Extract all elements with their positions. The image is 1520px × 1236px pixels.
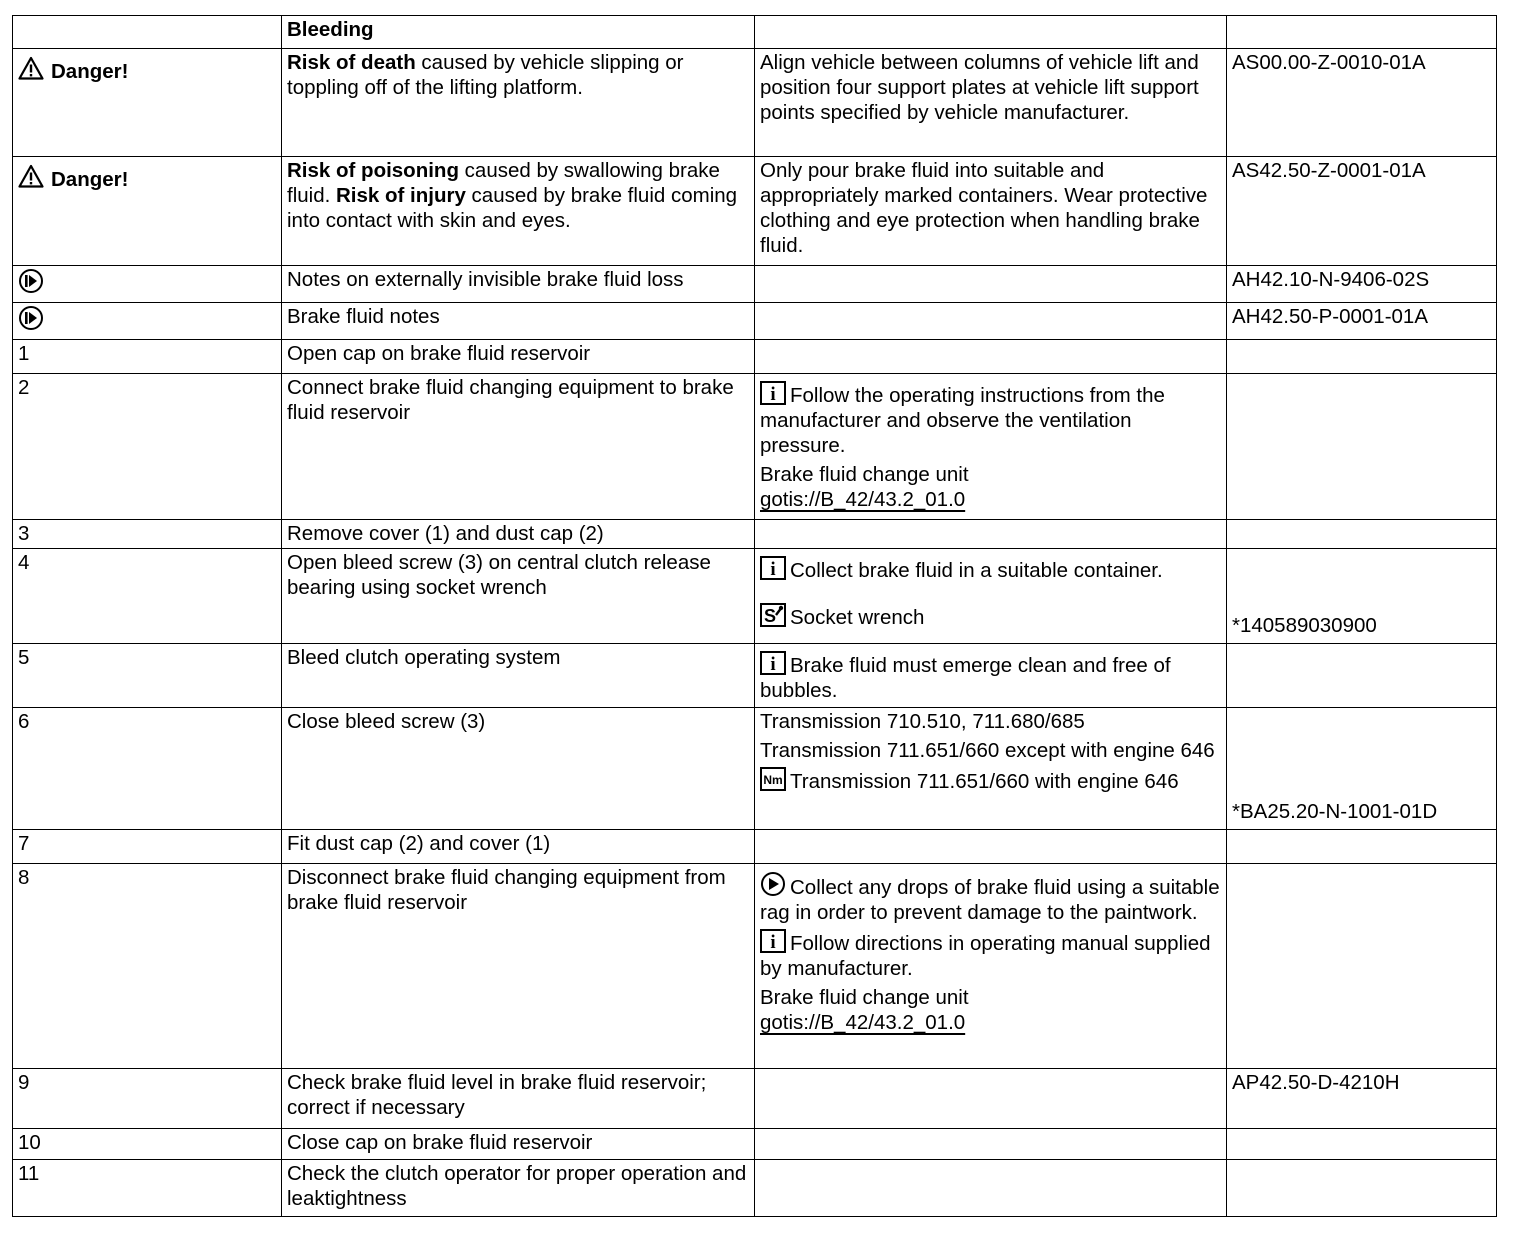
step-notes: Only pour brake fluid into suitable and appropriately marked containers. Wear protective clothing and eye protection when handling brake fluid. xyxy=(755,157,1227,266)
step-description: Check brake fluid level in brake fluid reservoir; correct if necessary xyxy=(282,1069,755,1129)
step-notes: i Collect brake fluid in a suitable container. S Socket wrench xyxy=(755,549,1227,644)
reference-cell: AS42.50-Z-0001-01A xyxy=(1227,157,1497,266)
note-arrow-icon xyxy=(18,267,44,300)
step-notes: i Brake fluid must emerge clean and free of bubbles. xyxy=(755,644,1227,708)
table-row xyxy=(13,49,1497,157)
danger-label: Danger! xyxy=(18,158,128,194)
table-row xyxy=(13,157,1497,266)
step-notes: Collect any drops of brake fluid using a suitable rag in order to prevent damage to the paintwork. i Follow directions in operating manual supplied by manufacturer. Brake fluid change unit gotis://B_42/43.2_01.0 xyxy=(755,864,1227,1069)
info-icon xyxy=(760,381,786,405)
step-number: 9 xyxy=(13,1069,282,1129)
table-title: Bleeding xyxy=(282,16,755,49)
header-row xyxy=(13,16,1497,49)
step-description: Open cap on brake fluid reservoir xyxy=(282,340,755,374)
step-description: Brake fluid notes xyxy=(282,303,755,340)
step-number: 3 xyxy=(13,520,282,549)
note-arrow-icon xyxy=(18,304,44,337)
table-row xyxy=(13,520,1497,549)
step-description: Remove cover (1) and dust cap (2) xyxy=(282,520,755,549)
risk-description: Risk of death caused by vehicle slipping or toppling off of the lifting platform. xyxy=(282,49,755,157)
document-link[interactable]: gotis://B_42/43.2_01.0 xyxy=(760,488,966,511)
danger-label: Danger! xyxy=(18,50,128,86)
step-description: Connect brake fluid changing equipment to brake fluid reservoir xyxy=(282,374,755,520)
reference-cell: AS00.00-Z-0010-01A xyxy=(1227,49,1497,157)
table-row xyxy=(13,864,1497,1069)
special-tool-icon xyxy=(760,603,786,627)
step-description: Bleed clutch operating system xyxy=(282,644,755,708)
table-row xyxy=(13,1160,1497,1217)
svg-text:i: i xyxy=(770,384,776,405)
step-notes: Align vehicle between columns of vehicle lift and position four support plates at vehicle lift support points specified by vehicle manufacturer. xyxy=(755,49,1227,157)
caution-arrow-icon xyxy=(760,871,786,897)
document-link[interactable]: gotis://B_42/43.2_01.0 xyxy=(760,1011,966,1034)
warning-triangle-icon xyxy=(18,164,44,194)
step-number: 1 xyxy=(13,340,282,374)
step-description: Close bleed screw (3) xyxy=(282,708,755,830)
warning-triangle-icon xyxy=(18,56,44,86)
svg-text:i: i xyxy=(770,654,776,675)
step-number: 7 xyxy=(13,830,282,864)
svg-text:Nm: Nm xyxy=(763,773,783,787)
table-row xyxy=(13,1069,1497,1129)
step-notes: Transmission 710.510, 711.680/685 Transmission 711.651/660 except with engine 646 Nm Transmission 711.651/660 with engine 646 xyxy=(755,708,1227,830)
step-number: 2 xyxy=(13,374,282,520)
reference-cell: AH42.10-N-9406-02S xyxy=(1227,266,1497,303)
step-description: Notes on externally invisible brake fluid loss xyxy=(282,266,755,303)
step-number: 10 xyxy=(13,1129,282,1160)
bleeding-procedure-table xyxy=(12,15,1497,1217)
step-description: Open bleed screw (3) on central clutch release bearing using socket wrench xyxy=(282,549,755,644)
info-icon xyxy=(760,556,786,580)
reference-cell: AP42.50-D-4210H xyxy=(1227,1069,1497,1129)
table-row xyxy=(13,830,1497,864)
torque-nm-icon xyxy=(760,767,786,791)
table-row xyxy=(13,374,1497,520)
step-description: Fit dust cap (2) and cover (1) xyxy=(282,830,755,864)
table-row xyxy=(13,266,1497,303)
table-row xyxy=(13,549,1497,644)
info-icon xyxy=(760,651,786,675)
table-row xyxy=(13,303,1497,340)
step-number: 4 xyxy=(13,549,282,644)
step-number: 5 xyxy=(13,644,282,708)
step-number: 8 xyxy=(13,864,282,1069)
svg-text:i: i xyxy=(770,932,776,953)
svg-text:i: i xyxy=(770,559,776,580)
step-number: 11 xyxy=(13,1160,282,1217)
table-row xyxy=(13,1129,1497,1160)
reference-cell: *BA25.20-N-1001-01D xyxy=(1227,708,1497,830)
table-row xyxy=(13,708,1497,830)
svg-text:S: S xyxy=(763,606,777,626)
step-description: Disconnect brake fluid changing equipment from brake fluid reservoir xyxy=(282,864,755,1069)
reference-cell: *140589030900 xyxy=(1227,549,1497,644)
table-row xyxy=(13,340,1497,374)
table-row xyxy=(13,644,1497,708)
step-number: 6 xyxy=(13,708,282,830)
step-description: Close cap on brake fluid reservoir xyxy=(282,1129,755,1160)
step-notes: i Follow the operating instructions from the manufacturer and observe the ventilation pressure. Brake fluid change unit gotis://B_42/43.2_01.0 xyxy=(755,374,1227,520)
step-description: Check the clutch operator for proper operation and leaktightness xyxy=(282,1160,755,1217)
reference-cell: AH42.50-P-0001-01A xyxy=(1227,303,1497,340)
risk-description: Risk of poisoning caused by swallowing brake fluid. Risk of injury caused by brake fluid coming into contact with skin and eyes. xyxy=(282,157,755,266)
info-icon xyxy=(760,929,786,953)
